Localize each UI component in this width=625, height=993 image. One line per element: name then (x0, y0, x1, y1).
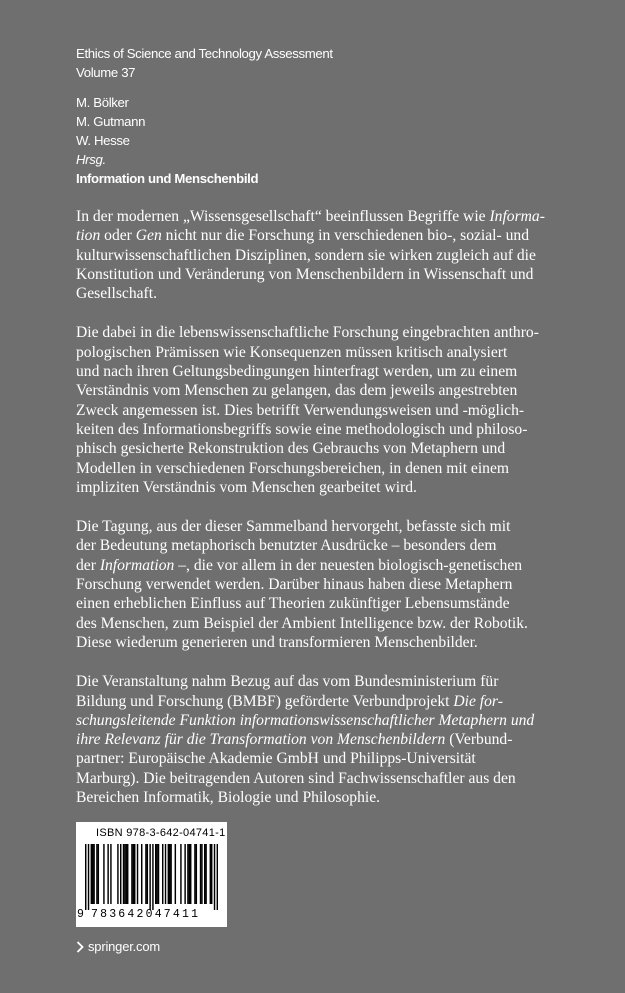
barcode-bar (127, 844, 128, 904)
barcode-bar (96, 844, 97, 904)
barcode-bar (145, 844, 146, 904)
barcode-bar (110, 844, 111, 904)
barcode-bar (194, 844, 195, 904)
series-volume: Volume 37 (76, 65, 136, 80)
barcode-bar (196, 844, 197, 904)
barcode-bar (158, 844, 159, 904)
barcode-bar (156, 844, 157, 904)
isbn-label: ISBN 978-3-642-04741-1 (96, 827, 226, 839)
chevron-right-icon (76, 941, 84, 953)
publisher-link[interactable] (76, 939, 160, 954)
barcode-bar (169, 844, 170, 904)
barcode-bar (205, 844, 206, 904)
italic-term: Informa- tion (76, 208, 545, 245)
text-run: Die Veranstaltung nahm Bezug auf das vom Bundesministerium für Bildung und Forschung (BMBF) geförderte Verbundprojekt (76, 673, 499, 710)
barcode-bar (107, 844, 108, 904)
publisher-url[interactable]: springer.com (88, 939, 161, 954)
ean-digits: 783642047411 (91, 908, 201, 921)
barcode-bar (103, 844, 104, 904)
barcode-bar (214, 844, 215, 910)
series-header (76, 44, 333, 188)
barcode-bar (189, 844, 190, 904)
barcode-bar (91, 844, 92, 904)
barcode-bar (204, 844, 205, 904)
text-run: oder (100, 227, 136, 245)
barcode-bar (201, 844, 202, 904)
text-run: Die Tagung, aus der dieser Sammelband hervorgeht, befasste sich mit der Bedeutung metaphorisch benutzter Ausdrücke – besonders dem der (76, 518, 511, 574)
barcode-bar (126, 844, 127, 904)
text-run: Die dabei in die lebenswissenschaftliche Forschung eingebrachten anthro- pologischen Prämissen wie Konsequenzen müssen kritisch analysiert und nach ihren Geltungsbedingungen hinterfragt werden, um zu einem Verständnis vom Menschen zu gelangen, das dem jeweils angestrebten Zweck angemessen ist. Dies betrifft Verwendungsweisen und -möglich- keiten des Informationsbegriffs sowie eine methodologisch und philoso- phisch gesicherte Rekonstruktion des Gebrauchs von Metaphern und Modellen in verschiedenen Forschungsbereichen, in denen mit einem impliziten Verständnis vom Menschen gearbeitet wird. (76, 324, 539, 496)
text-run: –, die vor allem in der neuesten biologisch-genetischen Forschung verwendet werden. Darüber hinaus haben diese Metaphern einen erheblichen Einfluss auf Theorien zukünftiger Lebensumstände des Menschen, zum Beispiel der Ambient Intelligence bzw. der Robotik. Diese wiederum generieren und transformieren Menschenbilder. (76, 556, 528, 651)
barcode-bar (210, 844, 211, 904)
barcode-bar (152, 844, 153, 910)
barcode-bar (168, 844, 169, 904)
italic-term: Die for- schungsleitende Funktion informationswissenschaftlicher Metaphern und ihre Relevanz für die Transformation von Menschenbildern (76, 692, 535, 749)
barcode-bar (134, 844, 135, 904)
editor-role: Hrsg. (76, 152, 106, 167)
barcode-bar (184, 844, 185, 904)
text-run: nicht nur die Forschung in verschiedenen bio-, sozial- und kulturwissenschaftlichen Disziplinen, sondern sie wirken zugleich auf die Konstitution und Veränderung von Menschenbildern in Wissenschaft und Gesellschaft. (76, 227, 536, 303)
editor-3: W. Hesse (76, 133, 130, 148)
barcode-bar (190, 844, 191, 904)
editor-1: M. Bölker (76, 95, 129, 110)
barcode-bar (141, 844, 142, 904)
barcode-bar (175, 844, 176, 904)
barcode-bar (92, 844, 93, 904)
barcode-bar (131, 844, 132, 904)
barcode-bars (85, 844, 218, 910)
barcode-bar (120, 844, 121, 904)
series-name: Ethics of Science and Technology Assessment (76, 46, 333, 61)
italic-term: Gen (135, 227, 162, 245)
barcode-bar (124, 844, 125, 904)
barcode-bar (85, 844, 86, 910)
book-title: Information und Menschenbild (76, 171, 259, 186)
barcode-bar (200, 844, 201, 904)
text-run: (Verbund- partner: Europäische Akademie GmbH und Philipps-Universität Marburg). Die beitragenden Autoren sind Fachwissenschaftler aus den Bereichen Informatik, Biologie und Philosophie. (76, 731, 516, 807)
blurb-text (76, 207, 552, 827)
barcode-bar (137, 844, 138, 904)
barcode-bar (117, 844, 118, 904)
barcode-bar (162, 844, 163, 904)
barcode-bar (147, 844, 148, 904)
barcode-bar (187, 844, 188, 904)
barcode-bar (123, 844, 124, 904)
paragraph-4 (76, 672, 552, 807)
paragraph-3 (76, 517, 552, 652)
barcode-bar (217, 844, 218, 910)
barcode-bar (155, 844, 156, 904)
italic-term: Information (99, 556, 175, 574)
barcode-bar (165, 844, 166, 904)
barcode-bar (211, 844, 212, 904)
ean-first-digit: 9 (77, 908, 84, 921)
isbn-barcode (76, 822, 227, 927)
editor-2: M. Gutmann (76, 114, 146, 129)
paragraph-1 (76, 207, 552, 303)
barcode-bar (170, 844, 171, 904)
barcode-bar (180, 844, 181, 904)
barcode-bar (149, 844, 150, 910)
barcode-bar (133, 844, 134, 904)
barcode-bar (88, 844, 89, 910)
barcode-bar (93, 844, 94, 904)
paragraph-2 (76, 323, 552, 497)
barcode-bar (98, 844, 99, 904)
text-run: In der modernen „Wissensgesellschaft“ beeinflussen Begriffe wie (76, 208, 490, 225)
